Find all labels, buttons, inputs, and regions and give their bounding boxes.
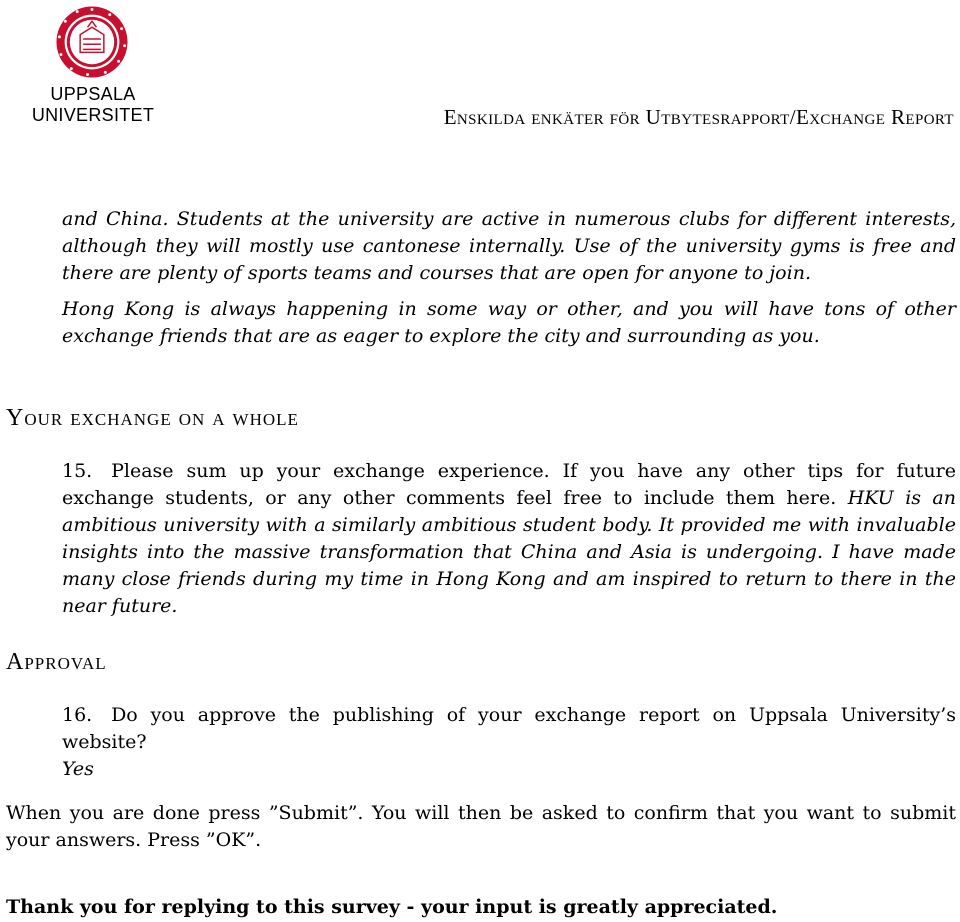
- section-heading-approval: Approval: [6, 649, 107, 675]
- question-16-answer: Yes: [62, 758, 94, 780]
- university-name: [27, 84, 159, 126]
- uppsala-seal-icon: [55, 5, 129, 79]
- university-name-line2: UNIVERSITET: [31, 105, 155, 125]
- question-16-text: Do you approve the publishing of your exchange report on Uppsala University’s website?: [62, 704, 956, 753]
- submit-instructions: When you are done press ”Submit”. You will then be asked to confirm that you want to submit your answers. Press ”OK”.: [6, 802, 956, 851]
- body-paragraph-1: and China. Students at the university are active in numerous clubs for different interests, although they will mostly use cantonese internally. Use of the university gyms is free and there are plenty of sports teams and courses that are open for anyone to join.: [62, 208, 956, 284]
- university-name-line1: UPPSALA: [50, 84, 136, 104]
- question-15: [62, 458, 956, 620]
- thank-you-message: Thank you for replying to this survey - your input is greatly appreciated.: [6, 896, 778, 918]
- question-15-answer: HKU is an ambitious university with a similarly ambitious student body. It provided me with invaluable insights into the massive transformation that China and Asia is undergoing. I have made many close friends during my time in Hong Kong and am inspired to return to there in the near future.: [62, 487, 956, 617]
- question-16-number: 16.: [62, 704, 93, 726]
- question-15-number: 15.: [62, 460, 93, 482]
- page-title: Enskilda enkäter för Utbytesrapport/Exchange Report: [443, 105, 954, 129]
- question-15-text: Please sum up your exchange experience. If you have any other tips for future exchange students, or any other comments feel free to include them here.: [62, 460, 956, 509]
- question-16: [62, 702, 956, 783]
- body-paragraph-2: Hong Kong is always happening in some way or other, and you will have tons of other exchange friends that are as eager to explore the city and surrounding as you.: [62, 298, 956, 347]
- section-heading-exchange: Your exchange on a whole: [6, 405, 299, 431]
